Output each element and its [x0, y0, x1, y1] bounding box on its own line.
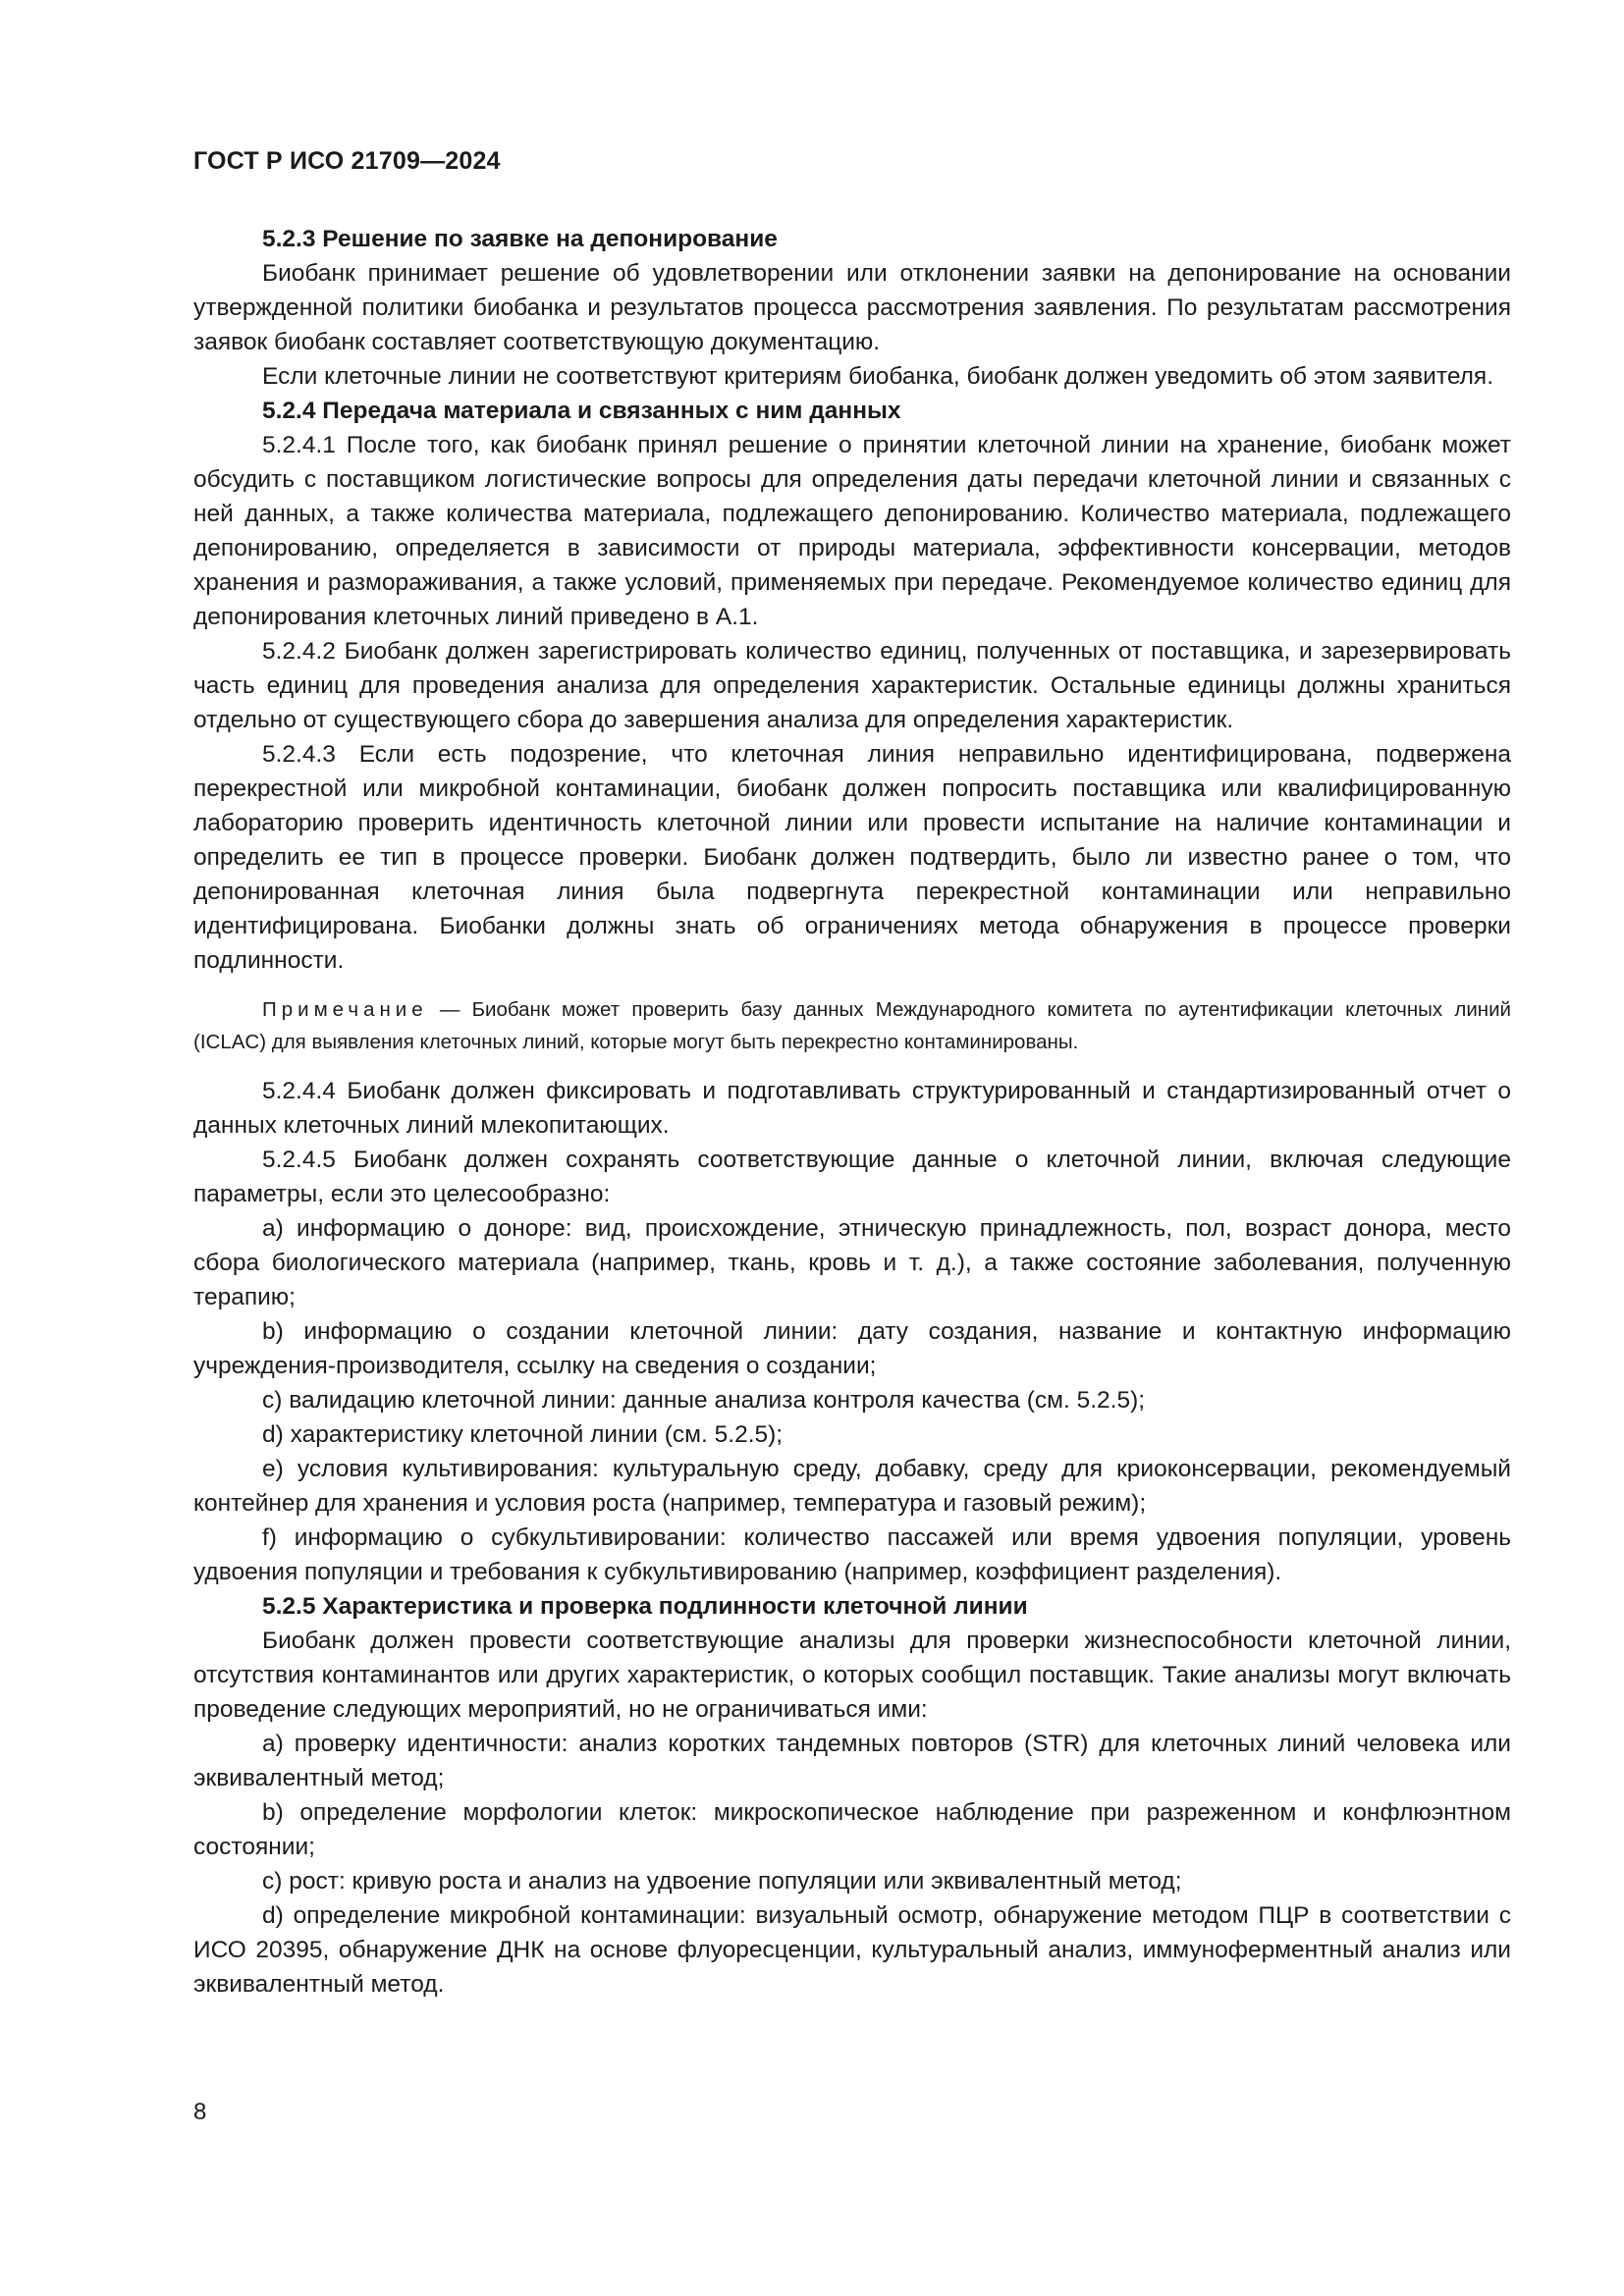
paragraph: 5.2.4.3 Если есть подозрение, что клеточная линия неправильно идентифицирована, подвержена перекрестной или микробной контаминации, биобанк должен попросить поставщика или квалифицированную лабораторию проверить идентичность клеточной линии или провести испытание на наличие контаминации и определить ее тип в процессе проверки. Биобанк должен подтвердить, было ли известно ранее о том, что депонированная клеточная линия была подвергнута перекрестной контаминации или неправильно идентифицирована. Биобанки должны знать об ограничениях метода обнаружения в процессе проверки подлинности. [193, 741, 1511, 974]
section-heading-5-2-5: 5.2.5 Характеристика и проверка подлинности клеточной линии [262, 1593, 1028, 1620]
section-heading-5-2-3: 5.2.3 Решение по заявке на депонирование [262, 226, 778, 252]
paragraph: Если клеточные линии не соответствуют критериям биобанка, биобанк должен уведомить об этом заявителя. [262, 363, 1493, 390]
note-text: — Биобанк может проверить базу данных Международного комитета по аутентификации клеточных линий (ICLAC) для выявления клеточных линий, которые могут быть перекрестно контаминированы. [193, 998, 1511, 1053]
paragraph: Биобанк должен провести соответствующие анализы для проверки жизнеспособности клеточной линии, отсутствия контаминантов или других характеристик, о которых сообщил поставщик. Такие анализы могут включать проведение следующих мероприятий, но не ограничиваться ими: [193, 1628, 1511, 1723]
list-item: a) информацию о доноре: вид, происхождение, этническую принадлежность, пол, возраст донора, место сбора биологического материала (например, ткань, кровь и т. д.), а также состояние заболевания, полученную терапию; [193, 1215, 1511, 1310]
paragraph: Биобанк принимает решение об удовлетворении или отклонении заявки на депонирование на основании утвержденной политики биобанка и результатов процесса рассмотрения заявления. По результатам рассмотрения заявок биобанк составляет соответствующую документацию. [193, 260, 1511, 355]
note-label: Примечание [262, 998, 428, 1021]
list-item: c) валидацию клеточной линии: данные анализа контроля качества (см. 5.2.5); [262, 1387, 1146, 1414]
list-item: e) условия культивирования: культуральную среду, добавку, среду для криоконсервации, рекомендуемый контейнер для хранения и условия роста (например, температура и газовый режим); [193, 1456, 1511, 1517]
paragraph: 5.2.4.1 После того, как биобанк принял решение о принятии клеточной линии на хранение, биобанк может обсудить с поставщиком логистические вопросы для определения даты передачи клеточной линии и связанных с ней данных, а также количества материала, подлежащего депонированию. Количество материала, подлежащего депонированию, определяется в зависимости от природы материала, эффективности консервации, методов хранения и размораживания, а также условий, применяемых при передаче. Рекомендуемое количество единиц для депонирования клеточных линий приведено в А.1. [193, 432, 1511, 630]
paragraph: 5.2.4.5 Биобанк должен сохранять соответствующие данные о клеточной линии, включая следующие параметры, если это целесообразно: [193, 1147, 1511, 1207]
page-number: 8 [193, 2099, 207, 2125]
section-heading-5-2-4: 5.2.4 Передача материала и связанных с ним данных [262, 398, 901, 424]
list-item: c) рост: кривую роста и анализ на удвоение популяции или эквивалентный метод; [262, 1868, 1182, 1895]
list-item: b) информацию о создании клеточной линии: дату создания, название и контактную информацию учреждения-производителя, ссылку на сведения о создании; [193, 1318, 1511, 1379]
standard-header: ГОСТ Р ИСО 21709—2024 [193, 147, 501, 175]
list-item: b) определение морфологии клеток: микроскопическое наблюдение при разреженном и конфлюэнтном состоянии; [193, 1799, 1511, 1860]
list-item: a) проверку идентичности: анализ коротких тандемных повторов (STR) для клеточных линий человека или эквивалентный метод; [193, 1731, 1511, 1791]
note [193, 993, 1511, 1058]
paragraph: 5.2.4.2 Биобанк должен зарегистрировать количество единиц, полученных от поставщика, и зарезервировать часть единиц для проведения анализа для определения характеристик. Остальные единицы должны храниться отдельно от существующего сбора до завершения анализа для определения характеристик. [193, 638, 1511, 733]
list-item: d) определение микробной контаминации: визуальный осмотр, обнаружение методом ПЦР в соответствии с ИСО 20395, обнаружение ДНК на основе флуоресценции, культуральный анализ, иммуноферментный анализ или эквивалентный метод. [193, 1902, 1511, 1998]
paragraph: 5.2.4.4 Биобанк должен фиксировать и подготавливать структурированный и стандартизированный отчет о данных клеточных линий млекопитающих. [193, 1078, 1511, 1139]
list-item: f) информацию о субкультивировании: количество пассажей или время удвоения популяции, уровень удвоения популяции и требования к субкультивированию (например, коэффициент разделения). [193, 1524, 1511, 1585]
page-content [193, 222, 1511, 2002]
list-item: d) характеристику клеточной линии (см. 5.2.5); [262, 1421, 784, 1448]
